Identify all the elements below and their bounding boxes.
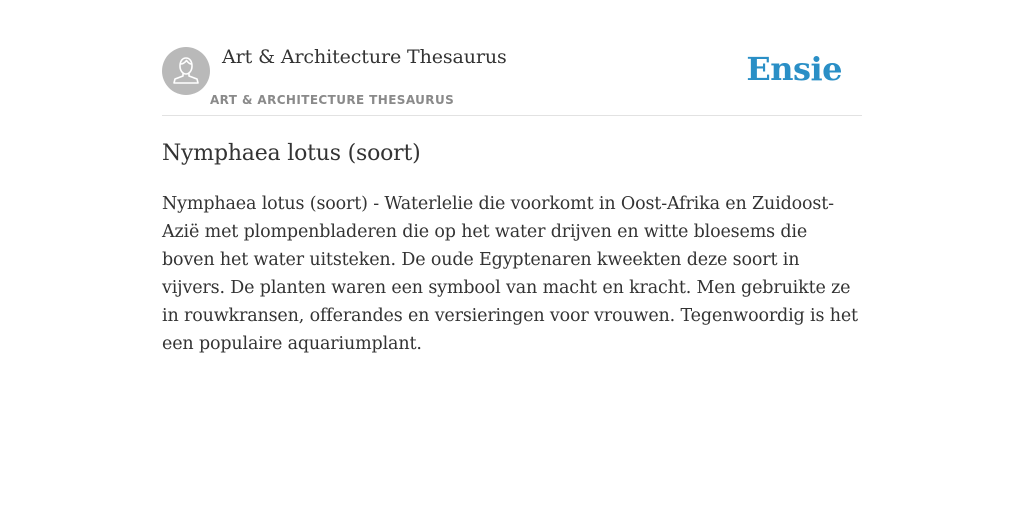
author-name[interactable]: Art & Architecture Thesaurus bbox=[222, 46, 507, 68]
article-body: Nymphaea lotus (soort) - Waterlelie die voorkomt in Oost-Afrika en Zuidoost-Azië met plompenbladeren die op het water drijven en witte bloesems die boven het water uitsteken. De oude Egyptenaren kweekten deze soort in vijvers. De planten waren een symbool van macht en kracht. Men gebruikte ze in rouwkransen, offerandes en versieringen voor vrouwen. Tegenwoordig is het een populaire aquariumplant. bbox=[162, 194, 858, 354]
avatar[interactable] bbox=[162, 47, 210, 95]
entry-card bbox=[162, 40, 862, 358]
brand-logo[interactable]: Ensie bbox=[746, 50, 842, 88]
author-subtitle[interactable]: ART & ARCHITECTURE THESAURUS bbox=[210, 93, 455, 107]
user-silhouette-icon bbox=[162, 47, 210, 95]
page-title: Nymphaea lotus (soort) bbox=[162, 141, 421, 166]
entry-header bbox=[162, 40, 862, 116]
